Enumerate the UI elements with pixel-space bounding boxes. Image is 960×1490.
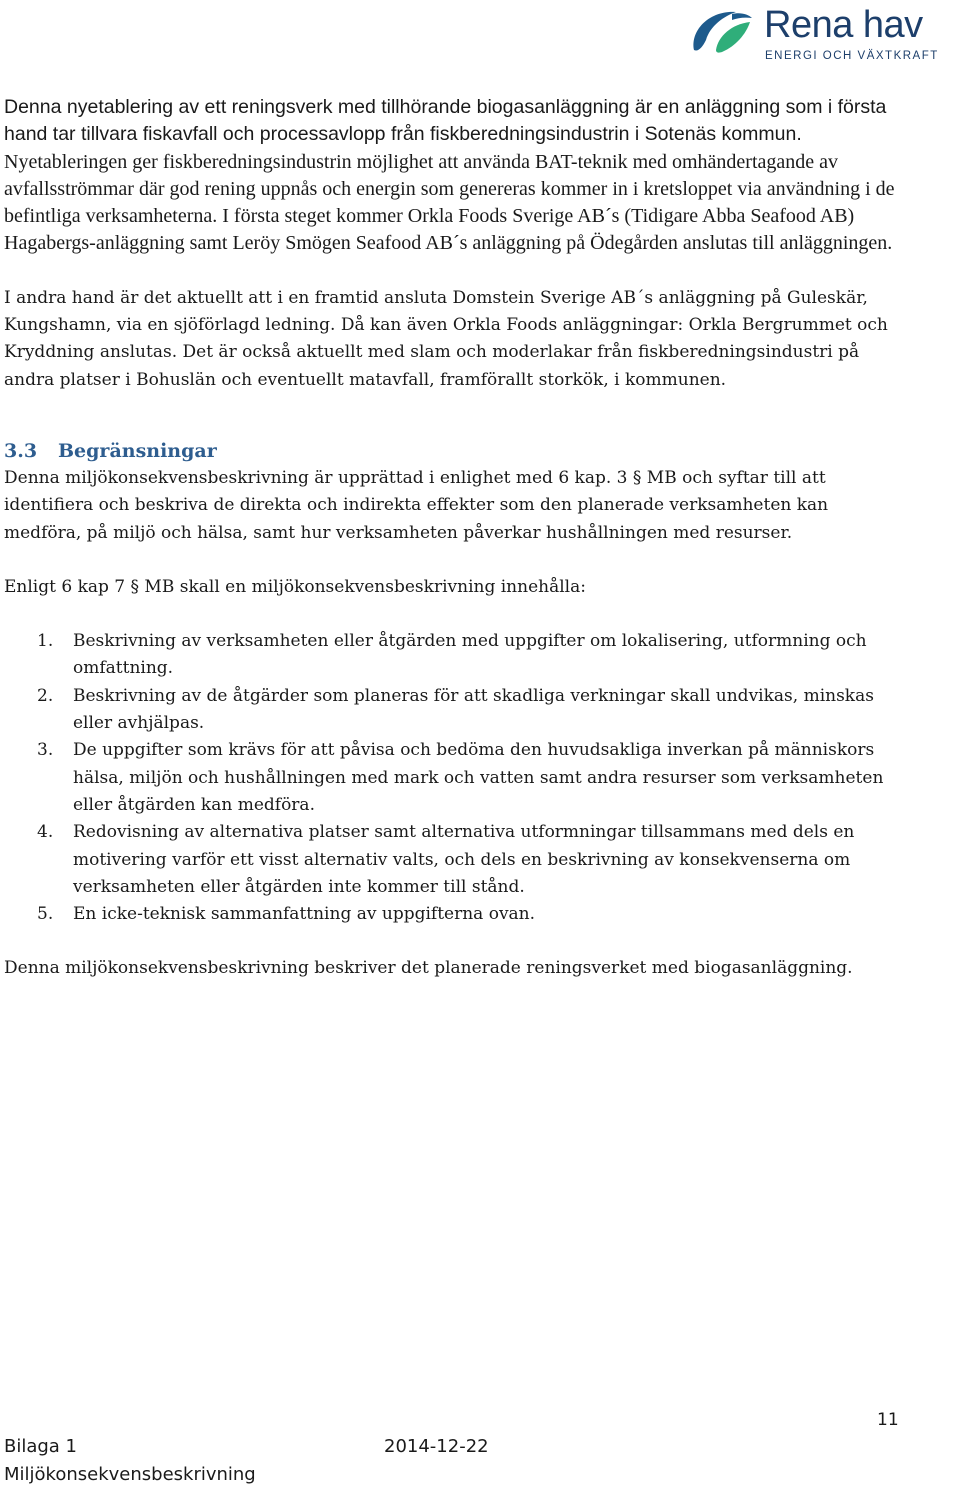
list-item-text: De uppgifter som krävs för att påvisa och bedöma den huvudsakliga inverkan på människors hälsa, miljön och hushållningen med mark och vatten samt andra resurser som verksamheten eller åtgärden kan medföra. <box>73 740 884 815</box>
footer-bilaga: Bilaga 1 <box>4 1436 78 1457</box>
list-item <box>4 683 904 738</box>
list-item <box>4 819 904 901</box>
section-intro: Denna miljökonsekvensbeskrivning är upprättad i enlighet med 6 kap. 3 § MB och syftar till att identifiera och beskriva de direkta och indirekta effekter som den planerade verksamheten kan medföra, på miljö och hälsa, samt hur verksamheten påverkar hushållningen med resurser. <box>4 467 829 543</box>
section-heading <box>4 437 904 465</box>
page-footer <box>0 1436 960 1490</box>
paragraph-intro-part-c: I första steget kommer Orkla Foods Sverige AB´s (Tidigare Abba Seafood AB) Hagabergs-anläggning samt Leröy Smögen Seafood AB´s anläggning på Ödegården anslutas till anläggningen. <box>4 205 893 255</box>
list-item-number: 5. <box>37 904 54 925</box>
logo-mark-icon <box>688 6 754 62</box>
list-item-text: Redovisning av alternativa platser samt alternativa utformningar tillsammans med dels en motivering varför ett visst alternativ valts, och dels en beskrivning av konsekvenserna om verksamheten eller åtgärden inte kommer till stånd. <box>73 822 855 897</box>
list-item-number: 1. <box>37 631 54 652</box>
section-number: 3.3 <box>4 439 38 462</box>
list-item-number: 3. <box>37 740 54 761</box>
list-item <box>4 737 904 819</box>
paragraph-intro-part-b: Nyetableringen ger fiskberedningsindustrin möjlighet att använda BAT-teknik med omhändertagande av avfallsströmmar där god rening uppnås och energin som genereras kommer in i kretsloppet via användning i de befintliga verksamheterna. <box>4 150 895 228</box>
footer-date: 2014-12-22 <box>384 1436 489 1457</box>
requirements-list <box>4 628 904 928</box>
paragraph-intro-part-a: Denna nyetablering av ett reningsverk med tillhörande biogasanläggning är en anläggning som i första hand tar tillvara fiskavfall och processavlopp från fiskberedningsindustrin i Sotenäs kommun. <box>4 96 887 146</box>
logo-name: Rena hav <box>764 4 923 46</box>
list-item-text: Beskrivning av verksamheten eller åtgärden med uppgifter om lokalisering, utformning och omfattning. <box>73 631 867 679</box>
closing-paragraph: Denna miljökonsekvensbeskrivning beskriver det planerade reningsverket med biogasanläggning. <box>4 958 853 979</box>
list-item-text: En icke-teknisk sammanfattning av uppgifterna ovan. <box>73 904 536 925</box>
section-title: Begränsningar <box>58 439 217 462</box>
list-item <box>4 901 904 928</box>
paragraph-intro <box>4 94 904 258</box>
list-item-number: 2. <box>37 685 54 706</box>
list-item-text: Beskrivning av de åtgärder som planeras för att skadliga verkningar skall undvikas, minskas eller avhjälpas. <box>73 685 874 734</box>
list-item <box>4 628 904 683</box>
company-logo <box>688 4 958 66</box>
document-body <box>4 94 904 983</box>
list-intro: Enligt 6 kap 7 § MB skall en miljökonsekvensbeskrivning innehålla: <box>4 576 586 597</box>
logo-tagline: ENERGI OCH VÄXTKRAFT <box>765 50 939 62</box>
list-item-number: 4. <box>37 822 54 843</box>
page-number: 11 <box>877 1410 899 1430</box>
paragraph-second: I andra hand är det aktuellt att i en framtid ansluta Domstein Sverige AB´s anläggning på Guleskär, Kungshamn, via en sjöförlagd ledning. Då kan även Orkla Foods anläggningar: Orkla Bergrummet och Kryddning anslutas. Det är också aktuellt med slam och moderlakar från fiskberedningsindustri på andra platser i Bohuslän och eventuellt matavfall, framförallt storkök, i kommunen. <box>4 287 888 390</box>
footer-document-title: Miljökonsekvensbeskrivning <box>4 1464 256 1485</box>
